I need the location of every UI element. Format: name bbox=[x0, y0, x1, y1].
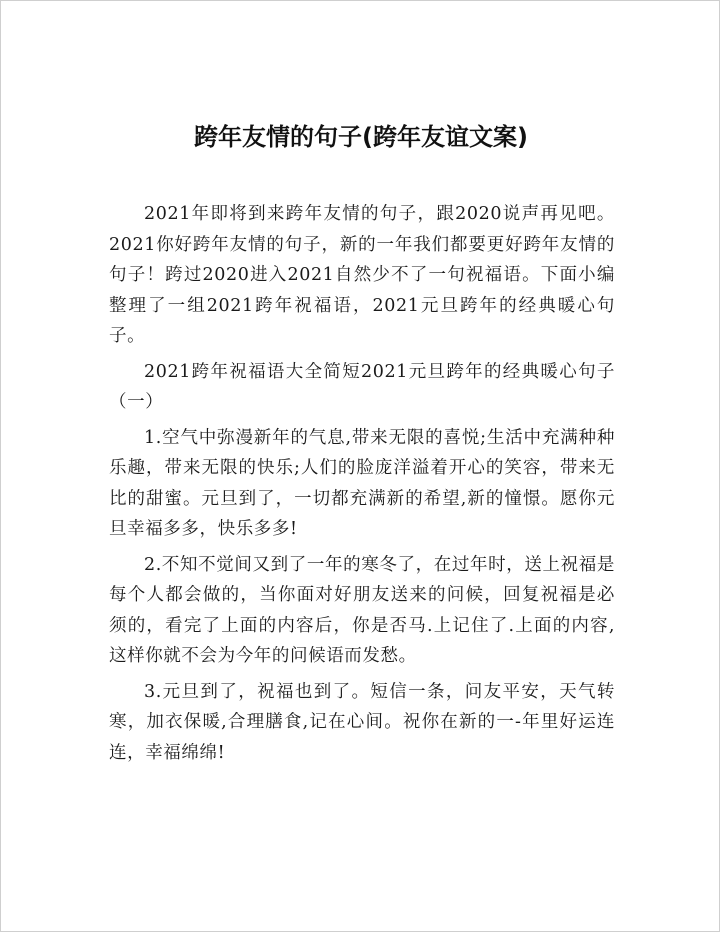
paragraph-section-heading: 2021跨年祝福语大全简短2021元旦跨年的经典暖心句子（一） bbox=[109, 361, 615, 412]
paragraph-item-1: 1.空气中弥漫新年的气息,带来无限的喜悦;生活中充满种种乐趣，带来无限的快乐;人们的脸庞洋溢着开心的笑容，带来无比的甜蜜。元旦到了，一切都充满新的希望,新的憧憬。愿你元旦幸福多多，快乐多多! bbox=[109, 427, 615, 539]
document-body bbox=[109, 199, 615, 768]
document-title: 跨年友情的句子(跨年友谊文案) bbox=[194, 123, 528, 151]
paragraph-intro: 2021年即将到来跨年友情的句子，跟2020说声再见吧。2021你好跨年友情的句子，新的一年我们都要更好跨年友情的句子！跨过2020进入2021自然少不了一句祝福语。下面小编整理了一组2021跨年祝福语，2021元旦跨年的经典暖心句子。 bbox=[109, 204, 615, 346]
paragraph-item-2: 2.不知不觉间又到了一年的寒冬了，在过年时，送上祝福是每个人都会做的，当你面对好朋友送来的问候，回复祝福是必须的，看完了上面的内容后，你是否马.上记住了.上面的内容,这样你就不会为今年的问候语而发愁。 bbox=[109, 554, 615, 666]
paragraph-item-3: 3.元旦到了，祝福也到了。短信一条，问友平安，天气转寒，加衣保暖,合理膳食,记在心间。祝你在新的一-年里好运连连，幸福绵绵! bbox=[109, 681, 615, 763]
